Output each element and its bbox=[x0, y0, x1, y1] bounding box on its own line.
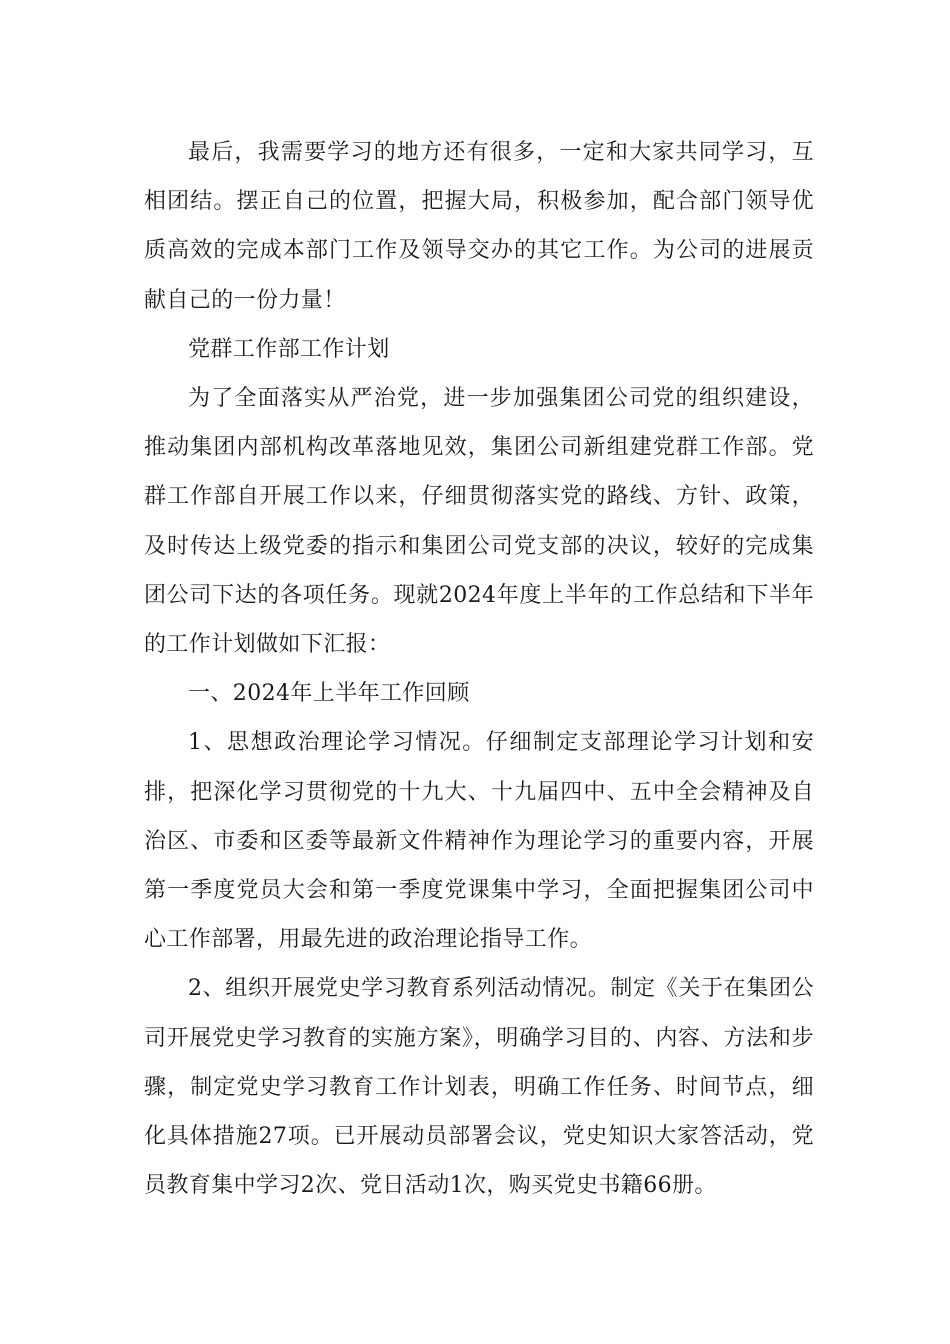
item-1-paragraph: 1、思想政治理论学习情况。仔细制定支部理论学习计划和安排，把深化学习贯彻党的十九大、十九届四中、五中全会精神及自治区、市委和区委等最新文件精神作为理论学习的重要内容，开展第一季度党员大会和第一季度党课集中学习，全面把握集团公司中心工作部署，用最先进的政治理论指导工作。 bbox=[144, 730, 814, 953]
item-2-paragraph: 2、组织开展党史学习教育系列活动情况。制定《关于在集团公司开展党史学习教育的实施方案》，明确学习目的、内容、方法和步骤，制定党史学习教育工作计划表，明确工作任务、时间节点，细化具体措施27项。已开展动员部署会议，党史知识大家答活动，党员教育集中学习2次、党日活动1次，购买党史书籍66册。 bbox=[144, 976, 814, 1199]
section-heading: 一、2024年上半年工作回顾 bbox=[188, 681, 470, 707]
closing-paragraph: 最后，我需要学习的地方还有很多，一定和大家共同学习，互相团结。摆正自己的位置，把握大局，积极参加，配合部门领导优质高效的完成本部门工作及领导交办的其它工作。为公司的进展贡献自己的一份力量！ bbox=[144, 140, 814, 313]
document-body bbox=[144, 128, 814, 1210]
intro-paragraph: 为了全面落实从严治党，进一步加强集团公司党的组织建设，推动集团内部机构改革落地见效，集团公司新组建党群工作部。党群工作部自开展工作以来，仔细贯彻落实党的路线、方针、政策，及时传达上级党委的指示和集团公司党支部的决议，较好的完成集团公司下达的各项任务。现就2024年度上半年的工作总结和下半年的工作计划做如下汇报： bbox=[144, 386, 814, 658]
section-title: 党群工作部工作计划 bbox=[188, 336, 390, 362]
